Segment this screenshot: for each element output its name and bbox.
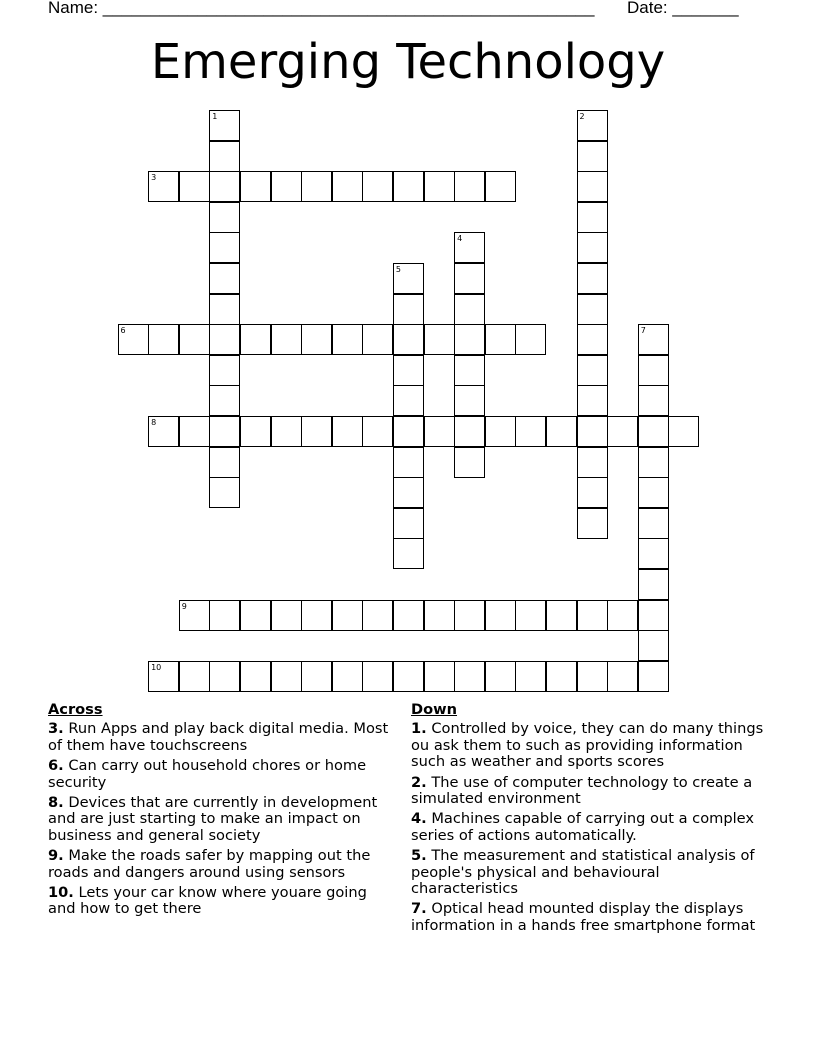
- crossword-cell[interactable]: [362, 416, 393, 447]
- crossword-cell[interactable]: [454, 416, 485, 447]
- crossword-cell[interactable]: [515, 416, 546, 447]
- crossword-cell[interactable]: [454, 600, 485, 631]
- crossword-cell[interactable]: [393, 171, 424, 202]
- clue-number: 8: [151, 418, 157, 427]
- crossword-cell[interactable]: [638, 477, 669, 508]
- crossword-cell[interactable]: [209, 600, 240, 631]
- crossword-cell[interactable]: [332, 661, 363, 692]
- crossword-cell[interactable]: [240, 324, 271, 355]
- crossword-cell[interactable]: [638, 569, 669, 600]
- crossword-cell[interactable]: [638, 508, 669, 539]
- crossword-cell[interactable]: [179, 416, 210, 447]
- down-heading: Down: [411, 701, 458, 718]
- crossword-cell[interactable]: [638, 416, 669, 447]
- crossword-cell[interactable]: [577, 232, 608, 263]
- crossword-cell[interactable]: [271, 171, 302, 202]
- crossword-cell[interactable]: [485, 324, 516, 355]
- down-clue: 1. Controlled by voice, they can do many things ou ask them to such as providing information such as weather and sports scores: [411, 720, 764, 771]
- crossword-cell[interactable]: [515, 600, 546, 631]
- crossword-cell[interactable]: [209, 171, 240, 202]
- crossword-cell[interactable]: [362, 600, 393, 631]
- crossword-cell[interactable]: [301, 661, 332, 692]
- clue-number: 3: [151, 173, 157, 183]
- crossword-cell[interactable]: [209, 355, 240, 386]
- clue-number: 7: [640, 326, 646, 336]
- crossword-cell[interactable]: [271, 661, 302, 692]
- across-clue: 10. Lets your car know where youare going and how to get there: [48, 884, 367, 918]
- crossword-cell[interactable]: [454, 661, 485, 692]
- crossword-cell[interactable]: [393, 294, 424, 325]
- crossword-cell[interactable]: [209, 232, 240, 263]
- clue-number: 6: [120, 326, 126, 336]
- crossword-cell[interactable]: [515, 661, 546, 692]
- crossword-cell[interactable]: [301, 600, 332, 631]
- crossword-cell[interactable]: [240, 416, 271, 447]
- crossword-cell[interactable]: [577, 508, 608, 539]
- across-clues: [48, 700, 398, 922]
- crossword-cell[interactable]: [179, 324, 210, 355]
- crossword-cell[interactable]: [393, 538, 424, 569]
- clue-number: 2: [579, 112, 585, 121]
- crossword-cell[interactable]: [485, 416, 516, 447]
- crossword-cell[interactable]: [332, 600, 363, 631]
- crossword-cell[interactable]: [209, 202, 240, 233]
- crossword-cell[interactable]: [577, 355, 608, 386]
- crossword-cell[interactable]: [209, 661, 240, 692]
- crossword-cell[interactable]: [577, 324, 608, 355]
- crossword-cell[interactable]: [454, 232, 485, 263]
- crossword-cell[interactable]: [638, 324, 669, 355]
- crossword-cell[interactable]: [271, 416, 302, 447]
- crossword-cell[interactable]: [393, 508, 424, 539]
- crossword-cell[interactable]: [424, 661, 455, 692]
- down-clue: 4. Machines capable of carrying out a complex series of actions automatically.: [411, 810, 755, 844]
- clue-number: 4: [457, 234, 463, 244]
- crossword-cell[interactable]: [393, 600, 424, 631]
- crossword-cell[interactable]: [148, 416, 179, 447]
- crossword-cell[interactable]: [577, 385, 608, 416]
- across-clue: 8. Devices that are currently in development and are just starting to make an impact on business and general society: [48, 794, 378, 844]
- crossword-cell[interactable]: [179, 661, 210, 692]
- crossword-cell[interactable]: [118, 324, 149, 355]
- crossword-cell[interactable]: [424, 600, 455, 631]
- crossword-cell[interactable]: [332, 416, 363, 447]
- across-clue: 6. Can carry out household chores or home security: [48, 757, 367, 791]
- crossword-cell[interactable]: [393, 661, 424, 692]
- crossword-cell[interactable]: [638, 447, 669, 478]
- crossword-cell[interactable]: [393, 447, 424, 478]
- crossword-cell[interactable]: [332, 324, 363, 355]
- crossword-cell[interactable]: [301, 171, 332, 202]
- crossword-cell[interactable]: [546, 600, 577, 631]
- crossword-cell[interactable]: [393, 324, 424, 355]
- date-field[interactable]: Date: _______: [627, 0, 739, 17]
- crossword-cell[interactable]: [393, 355, 424, 386]
- crossword-cell[interactable]: [209, 385, 240, 416]
- crossword-cell[interactable]: [393, 263, 424, 294]
- crossword-cell[interactable]: [607, 661, 638, 692]
- crossword-cell[interactable]: [179, 600, 210, 631]
- crossword-cell[interactable]: [301, 324, 332, 355]
- crossword-cell[interactable]: [332, 171, 363, 202]
- crossword-cell[interactable]: [393, 477, 424, 508]
- crossword-cell[interactable]: [546, 416, 577, 447]
- crossword-cell[interactable]: [454, 355, 485, 386]
- crossword-cell[interactable]: [179, 171, 210, 202]
- crossword-cell[interactable]: [148, 324, 179, 355]
- crossword-cell[interactable]: [454, 447, 485, 478]
- crossword-cell[interactable]: [546, 661, 577, 692]
- crossword-cell[interactable]: [362, 171, 393, 202]
- crossword-cell[interactable]: [362, 661, 393, 692]
- crossword-cell[interactable]: [148, 171, 179, 202]
- crossword-cell[interactable]: [362, 324, 393, 355]
- crossword-cell[interactable]: [638, 538, 669, 569]
- crossword-cell[interactable]: [577, 416, 608, 447]
- crossword-cell[interactable]: [393, 416, 424, 447]
- crossword-cell[interactable]: [577, 141, 608, 172]
- crossword-cell[interactable]: [209, 141, 240, 172]
- crossword-cell[interactable]: [607, 600, 638, 631]
- crossword-cell[interactable]: [424, 171, 455, 202]
- page-title: Emerging Technology: [150, 34, 666, 90]
- clue-number: 5: [395, 265, 401, 274]
- crossword-cell[interactable]: [515, 324, 546, 355]
- down-clue: 5. The measurement and statistical analysis of people's physical and behavioural characteristics: [411, 847, 755, 898]
- crossword-cell[interactable]: [577, 110, 608, 141]
- crossword-cell[interactable]: [209, 416, 240, 447]
- clue-number: 10: [151, 662, 162, 672]
- crossword-cell[interactable]: [577, 294, 608, 325]
- down-clue: 2. The use of computer technology to create a simulated environment: [411, 773, 753, 808]
- across-heading: Across: [48, 701, 103, 718]
- crossword-cell[interactable]: [485, 661, 516, 692]
- crossword-cell[interactable]: [638, 385, 669, 416]
- crossword-cell[interactable]: [454, 263, 485, 294]
- crossword-cell[interactable]: [271, 324, 302, 355]
- crossword-cell[interactable]: [454, 294, 485, 325]
- down-clues: [411, 700, 771, 938]
- crossword-cell[interactable]: [638, 630, 669, 661]
- crossword-cell[interactable]: [209, 110, 240, 141]
- crossword-cell[interactable]: [577, 600, 608, 631]
- crossword-cell[interactable]: [240, 661, 271, 692]
- crossword-cell[interactable]: [209, 324, 240, 355]
- crossword-cell[interactable]: [485, 600, 516, 631]
- crossword-cell[interactable]: [424, 324, 455, 355]
- crossword-cell[interactable]: [209, 477, 240, 508]
- crossword-cell[interactable]: [577, 171, 608, 202]
- crossword-cell[interactable]: [209, 447, 240, 478]
- crossword-cell[interactable]: [301, 416, 332, 447]
- crossword-cell[interactable]: [454, 324, 485, 355]
- crossword-cell[interactable]: [424, 416, 455, 447]
- clue-number: 1: [212, 112, 218, 121]
- crossword-cell[interactable]: [607, 416, 638, 447]
- crossword-cell[interactable]: [577, 447, 608, 478]
- crossword-cell[interactable]: [454, 385, 485, 416]
- crossword-cell[interactable]: [485, 171, 516, 202]
- crossword-cell[interactable]: [209, 294, 240, 325]
- crossword-cell[interactable]: [271, 600, 302, 631]
- crossword-cell[interactable]: [577, 661, 608, 692]
- crossword-cell[interactable]: [209, 263, 240, 294]
- crossword-cell[interactable]: [240, 600, 271, 631]
- crossword-cell[interactable]: [638, 355, 669, 386]
- crossword-cell[interactable]: [668, 416, 699, 447]
- crossword-cell[interactable]: [577, 202, 608, 233]
- crossword-cell[interactable]: [638, 661, 669, 692]
- across-clue: 9. Make the roads safer by mapping out the roads and dangers around using sensors: [48, 847, 371, 881]
- crossword-cell[interactable]: [454, 171, 485, 202]
- clue-number: 9: [181, 601, 187, 611]
- crossword-cell[interactable]: [577, 477, 608, 508]
- crossword-cell[interactable]: [148, 661, 179, 692]
- crossword-cell[interactable]: [638, 600, 669, 631]
- name-field[interactable]: Name: ____________________________________________________: [48, 0, 595, 17]
- crossword-cell[interactable]: [393, 385, 424, 416]
- across-clue: 3. Run Apps and play back digital media. Most of them have touchscreens: [48, 720, 389, 754]
- crossword-cell[interactable]: [577, 263, 608, 294]
- crossword-cell[interactable]: [240, 171, 271, 202]
- down-clue: 7. Optical head mounted display the displays information in a hands free smartphone format: [411, 900, 756, 934]
